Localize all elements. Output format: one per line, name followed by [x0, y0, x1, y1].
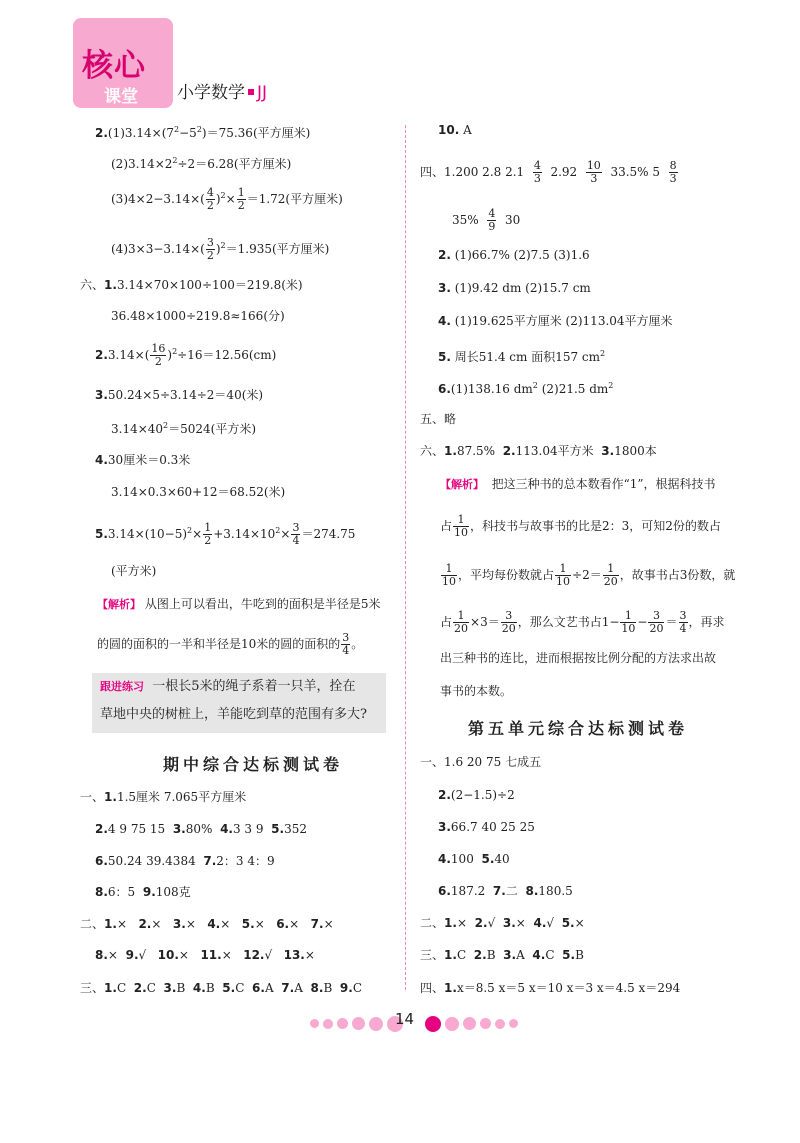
practice-tag: 跟进练习 [100, 680, 144, 693]
dot [495, 1019, 505, 1029]
answer-line: 2.(2−1.5)÷2 [438, 788, 515, 802]
dot [480, 1018, 491, 1029]
answer-line: 四、1.x＝8.5 x＝5 x＝10 x＝3 x＝4.5 x＝294 [420, 981, 681, 995]
fraction: $\frac{1}{20}$ [603, 562, 618, 588]
dot [352, 1017, 365, 1030]
analysis-line: 占 $\frac{1}{20}$ ×3＝ $\frac{3}{20}$ ，那么文艺书占1− $\frac{1}{10}$ − $\frac{3}{20}$ ＝ $\frac{3}{4}$ ，再求 [440, 609, 725, 635]
answer-line: 二、1.× 2.√ 3.× 4.√ 5.× [420, 916, 585, 930]
fraction: $\frac{1}{10}$ [621, 609, 636, 635]
fraction: $\frac{1}{10}$ [454, 513, 469, 539]
fraction: $\frac{4}{2}$ [206, 186, 214, 212]
subject-name: 小学数学 [177, 83, 245, 103]
analysis-line: $\frac{1}{10}$ ，平均每份数就占 $\frac{1}{10}$ ÷2＝ $\frac{1}{20}$ ，故事书占3份数，就 [442, 562, 736, 588]
fraction: $\frac{1}{2}$ [237, 186, 245, 212]
fraction: $\frac{8}{3}$ [669, 159, 677, 185]
analysis-line: 占 $\frac{1}{10}$ ，科技书与故事书的比是2：3，可知2份的数占 [440, 513, 721, 539]
answer-line: 36.48×1000÷219.8≈166(分) [111, 309, 285, 323]
fraction: $\frac{3}{4}$ [292, 521, 300, 547]
answer-line: 8.× 9.√ 10.× 11.× 12.√ 13.× [95, 948, 315, 962]
answer-line: 2.3.14×( $\frac{16}{2}$ )$^2$÷16＝12.56(cm) [95, 342, 277, 368]
logo-top-text: 核心 [82, 48, 146, 84]
answer-line: 一、1.6 20 75 七成五 [420, 755, 542, 769]
answer-line: 五、略 [420, 412, 457, 426]
fraction: $\frac{3}{20}$ [501, 609, 516, 635]
fraction: $\frac{3}{4}$ [342, 631, 350, 657]
footer-dots-left [310, 1013, 407, 1032]
separator-dot [248, 89, 254, 95]
analysis-line: 事书的本数。 [440, 684, 513, 698]
logo-bottom-text: 课堂 [104, 87, 138, 107]
fraction: $\frac{1}{10}$ [442, 562, 456, 588]
answer-line: 四、1.200 2.8 2.1 $\frac{4}{3}$ 2.92 $\frac{10}{3}$ 33.5% 5 $\frac{8}{3}$ [420, 159, 677, 185]
answer-line: 35% $\frac{4}{9}$ 30 [452, 207, 521, 233]
fraction: $\frac{1}{10}$ [556, 562, 571, 588]
answer-line: 三、1.C 2.B 3.A 4.C 5.B [420, 948, 584, 962]
dot [509, 1019, 518, 1028]
answer-line: 2.4 9 75 15 3.80% 4.3 3 9 5.352 [95, 822, 307, 836]
answer-line: $3.14\times 40^2=5024$(平方米) [111, 421, 257, 436]
section-title: 第五单元综合达标测试卷 [468, 719, 689, 738]
analysis-line: 【解析】 从图上可以看出，牛吃到的面积是半径是5米 [97, 597, 381, 611]
answer-line: 一、1.1.5厘米 7.065平方厘米 [80, 790, 247, 804]
answer-line: (3)4×2−3.14×( $\frac{4}{2}$ )$^2$× $\frac{1}{2}$ ＝1.72(平方厘米) [111, 186, 343, 212]
fraction: $\frac{3}{4}$ [679, 609, 687, 635]
answer-line: 3.66.7 40 25 25 [438, 820, 535, 834]
dot [310, 1019, 319, 1028]
dot [323, 1019, 333, 1029]
answer-line: (平方米) [111, 564, 157, 578]
dot [445, 1017, 459, 1031]
dot [369, 1017, 383, 1031]
fraction: $\frac{3}{2}$ [206, 236, 214, 262]
answer-line: 3. (1)9.42 dm (2)15.7 cm [438, 281, 591, 295]
page-number: 14 [395, 1010, 415, 1028]
answer-line: $5.3.14\times(10-5)^2\times$ $\frac{1}{2}$ $+3.14\times 10^2\times$ $\frac{3}{4}$ ＝274.75 [95, 521, 356, 547]
practice-line: 草地中央的树桩上，羊能吃到草的范围有多大? [100, 707, 367, 722]
fraction: $\frac{4}{9}$ [488, 207, 496, 233]
fraction: $\frac{16}{2}$ [151, 342, 166, 368]
answer-line: $(2)3.14\times 2^2\div 2=6.28$(平方厘米) [111, 156, 292, 171]
column-divider [405, 125, 406, 990]
answer-line: 6.187.2 7.二 8.180.5 [438, 884, 573, 898]
answer-line: 4. (1)19.625平方厘米 (2)113.04平方厘米 [438, 314, 673, 328]
analysis-line: 出三种书的连比，进而根据按比例分配的方法求出故 [440, 651, 717, 665]
analysis-tag: 【解析】 [97, 598, 141, 611]
answer-line: 10. A [438, 123, 472, 137]
answer-line: 六、1.87.5% 2.113.04平方米 3.1800本 [420, 444, 657, 458]
dot [337, 1018, 348, 1029]
answer-line: 六、1.3.14×70×100÷100＝219.8(米) [80, 278, 303, 292]
analysis-tag: 【解析】 [440, 478, 484, 491]
answer-line: 6.50.24 39.4384 7.2：3 4：9 [95, 854, 275, 868]
dot [425, 1016, 441, 1032]
answer-line: (4)3×3−3.14×( $\frac{3}{2}$ )$^2$＝1.935(平方厘米) [111, 236, 330, 262]
answer-line: 4.30厘米＝0.3米 [95, 453, 191, 467]
footer-dots-right [425, 1013, 522, 1032]
answer-line: 5. 周长51.4 cm 面积157 $cm^2$ [438, 349, 606, 364]
fraction: $\frac{1}{20}$ [454, 609, 469, 635]
edition-label: JJ [257, 83, 268, 103]
fraction: $\frac{4}{3}$ [533, 159, 541, 185]
fraction: $\frac{10}{3}$ [586, 159, 601, 185]
answer-line: 8.6：5 9.108克 [95, 885, 191, 899]
practice-line: 跟进练习 一根长5米的绳子系着一只羊，拴在 [100, 679, 356, 694]
analysis-line: 【解析】 把这三种书的总本数看作“1”，根据科技书 [440, 477, 716, 491]
dot [463, 1017, 476, 1030]
section-title: 期中综合达标测试卷 [163, 755, 344, 774]
answer-line: 4.100 5.40 [438, 852, 510, 866]
analysis-line: 的圆的面积的一半和半径是10米的圆的面积的 $\frac{3}{4}$ 。 [97, 631, 364, 657]
answer-line: 3.50.24×5÷3.14÷2＝40(米) [95, 388, 264, 402]
subject-label [177, 78, 267, 103]
answer-line: 6.(1)138.16 $dm^2$ (2)21.5 $dm^2$ [438, 381, 614, 396]
answer-line: $2.(1)3.14\times(7^2-5^2)=75.36$(平方厘米) [95, 125, 311, 140]
fraction: $\frac{1}{2}$ [204, 521, 212, 547]
fraction: $\frac{3}{20}$ [649, 609, 664, 635]
answer-line: 三、1.C 2.C 3.B 4.B 5.C 6.A 7.A 8.B 9.C [80, 981, 363, 995]
answer-line: 二、1.× 2.× 3.× 4.× 5.× 6.× 7.× [80, 917, 334, 931]
answer-line: 3.14×0.3×60+12＝68.52(米) [111, 485, 286, 499]
answer-line: 2. (1)66.7% (2)7.5 (3)1.6 [438, 248, 590, 262]
